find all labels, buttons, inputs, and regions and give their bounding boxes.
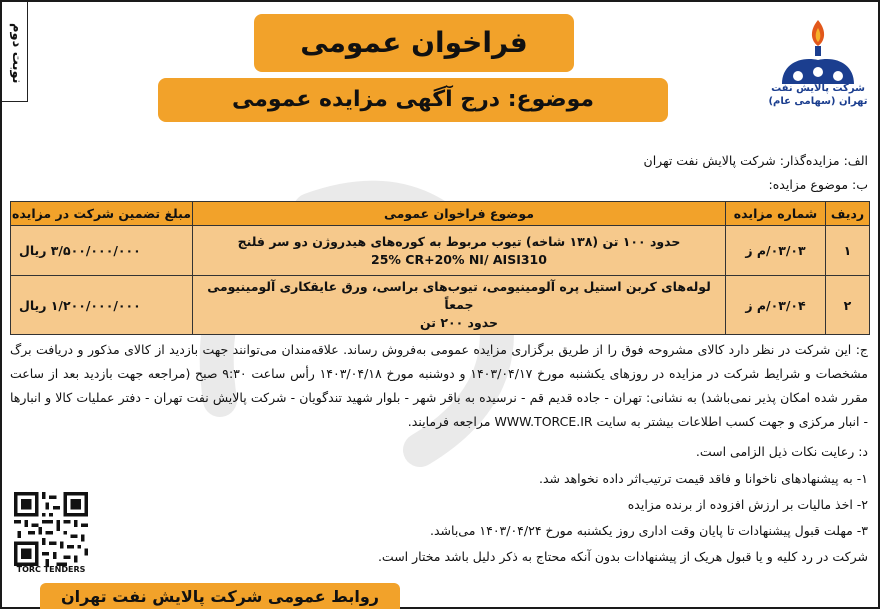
turn-strip (2, 2, 28, 102)
auction-subject (193, 226, 726, 276)
subject-line-2: حدود ۲۰۰ تن (420, 315, 498, 330)
header-subject: موضوع فراخوان عمومی (193, 202, 726, 226)
table-row (11, 226, 870, 276)
closing-line: شرکت در رد کلیه و یا قبول هریک از پیشنهادات بدون آنکه محتاج به ذکر دلیل باشد مختار است. (377, 549, 868, 564)
auction-subject (193, 276, 726, 335)
table-header-row (11, 202, 870, 226)
qr-caption: TORC TENDERS (16, 565, 86, 574)
requirements-heading: د: رعایت نکات ذیل الزامی است. (695, 444, 868, 459)
organizer-line: الف: مزایده‌گذار: شرکت پالایش نفت تهران (643, 153, 868, 168)
qr-code-icon[interactable] (14, 492, 88, 566)
guarantee-amount: ۳/۵۰۰/۰۰۰/۰۰۰ ریال (11, 226, 193, 276)
subject-line-1: لوله‌های کربن استیل پره آلومینیومی، تیوب‌های براسی، ورق عایقکاری آلومینیومی جمعاً (207, 279, 711, 312)
note-1: ۱- به پیشنهادهای ناخوانا و فاقد قیمت ترتیب‌اثر داده نخواهد شد. (538, 471, 868, 486)
auction-code: ۰۳/۰۳/م ز (726, 226, 826, 276)
paragraph-c: ج: این شرکت در نظر دارد کالای مشروحه فوق را از طریق برگزاری مزایده عمومی به‌فروش رساند. علاقه‌مندان می‌توانند جهت بازدید از کالای مذکور و دریافت برگ مشخصات و شرایط شرکت در مزایده در روزهای یکشنبه مورخ ۱۴۰۳/۰۴/۱۷ و دوشنبه مورخ ۱۴۰۳/۰۴/۱۸ رأس ساعت ۹:۳۰ صبح (مراجعه جهت بازدید بعد از ساعت مقرر شده امکان پذیر نمی‌باشد) به نشانی: تهران - جاده قدیم قم - نرسیده به باقر شهر - بلوار شهید تندگویان - شرکت پالایش نفت تهران - دفتر عملیات کالا و انبارها - انبار مرکزی و جهت کسب اطلاعات بیشتر به سایت WWW.TORCE.IR مراجعه فرمایند. (10, 342, 869, 429)
header-row-number: ردیف (826, 202, 870, 226)
header-auction-code: شماره مزایده (726, 202, 826, 226)
row-number: ۱ (826, 226, 870, 276)
subject-line-2: 25% CR+20% NI/ AISI310 (371, 251, 547, 267)
page-title: فراخوان عمومی (254, 14, 574, 72)
page-subtitle: موضوع: درج آگهی مزایده عمومی (158, 78, 668, 122)
table-row (11, 276, 870, 335)
footer-public-relations: روابط عمومی شرکت پالایش نفت تهران (40, 583, 400, 609)
row-number: ۲ (826, 276, 870, 335)
header-guarantee-amount: مبلغ تضمین شرکت در مزایده (11, 202, 193, 226)
auction-table (10, 201, 870, 335)
subject-line: ب: موضوع مزایده: (768, 177, 868, 192)
note-2: ۲- اخذ مالیات بر ارزش افزوده از برنده مزایده (627, 497, 868, 512)
guarantee-amount: ۱/۲۰۰/۰۰۰/۰۰۰ ریال (11, 276, 193, 335)
subject-line-1: حدود ۱۰۰ تن (۱۳۸ شاخه) تیوب مربوط به کوره‌های هیدروژن دو سر فلنج (237, 233, 681, 249)
note-3: ۳- مهلت قبول پیشنهادات تا پایان وقت اداری روز یکشنبه مورخ ۱۴۰۳/۰۴/۲۴ می‌باشد. (430, 523, 868, 538)
turn-label: نوبت دوم (9, 22, 24, 84)
logo-caption: شرکت پالایش نفت تهران (سهامی عام) (768, 83, 868, 107)
auction-code: ۰۳/۰۴/م ز (726, 276, 826, 335)
